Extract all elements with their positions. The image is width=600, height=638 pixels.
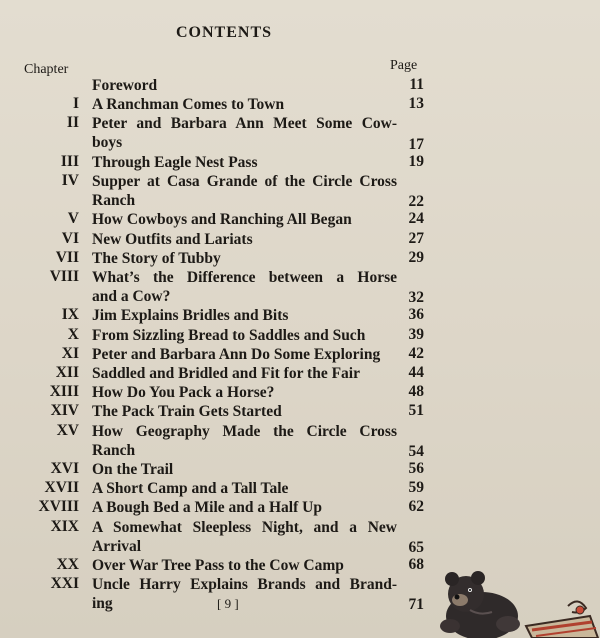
page-number: 29 xyxy=(408,248,424,266)
chapter-title xyxy=(92,460,397,479)
chapter-number: VI xyxy=(61,229,79,247)
chapter-number: XVI xyxy=(50,460,79,477)
chapter-number: XIII xyxy=(49,383,79,401)
page-number: 11 xyxy=(409,76,424,93)
chapter-title xyxy=(92,95,397,114)
chapter-number: I xyxy=(72,95,79,113)
chapter-number: VII xyxy=(55,248,79,266)
chapter-title-line: Supper at Casa Grande of the Circle Cross xyxy=(92,173,397,190)
page-number: 32 xyxy=(408,289,424,307)
chapter-title-line: The Pack Train Gets Started xyxy=(92,403,282,421)
chapter-title-line: How Geography Made the Circle Cross xyxy=(92,422,397,440)
page-number: 56 xyxy=(408,460,424,477)
page-number: 62 xyxy=(408,498,424,516)
chapter-title-line: Foreword xyxy=(92,77,158,94)
chapter-title xyxy=(92,556,397,575)
chapter-number: XIV xyxy=(50,402,79,420)
chapter-title xyxy=(92,364,397,383)
chapter-title xyxy=(92,498,397,517)
chapter-title-line: Ranch xyxy=(92,192,136,209)
page-number: 59 xyxy=(408,479,424,497)
chapter-title-line: ing xyxy=(92,595,113,613)
page-number: 54 xyxy=(408,442,424,460)
page-number: 51 xyxy=(408,402,424,420)
chapter-title-line: and a Cow? xyxy=(92,288,171,305)
chapter-title xyxy=(92,479,397,498)
page-number: 44 xyxy=(408,364,424,381)
page-title: CONTENTS xyxy=(175,24,273,41)
chapter-title-line: Uncle Harry Explains Brands and Brand- xyxy=(92,576,397,594)
chapter-title xyxy=(92,518,397,556)
chapter-title xyxy=(92,230,397,249)
chapter-title xyxy=(92,268,397,306)
chapter-number: IX xyxy=(61,306,79,324)
chapter-title-line: New Outfits and Lariats xyxy=(92,230,253,248)
chapter-number: X xyxy=(67,325,79,343)
page-number: 65 xyxy=(408,538,424,556)
page-number: 27 xyxy=(408,229,424,247)
chapter-title-line: boys xyxy=(92,134,123,152)
chapter-number: VIII xyxy=(49,268,79,285)
chapter-title xyxy=(92,422,397,460)
chapter-title xyxy=(92,575,397,613)
chapter-title-line: A Ranchman Comes to Town xyxy=(92,96,285,114)
chapter-title-line: A Somewhat Sleepless Night, and a New xyxy=(92,518,397,536)
page-column-header: Page xyxy=(390,58,418,73)
chapter-title-line: Peter and Barbara Ann Meet Some Cow- xyxy=(92,115,397,133)
page-number: 42 xyxy=(408,344,424,362)
chapter-number: XV xyxy=(56,421,79,439)
page-number: 24 xyxy=(408,210,424,228)
chapter-number: XVIII xyxy=(38,498,79,516)
chapter-number: II xyxy=(66,114,79,132)
page-number: 13 xyxy=(408,95,424,113)
chapter-title xyxy=(92,210,397,229)
page-number: 36 xyxy=(408,306,424,324)
chapter-title xyxy=(92,76,397,95)
page-number: 39 xyxy=(408,325,424,343)
chapter-title-line: The Story of Tubby xyxy=(92,249,221,267)
chapter-title xyxy=(92,249,397,268)
chapter-number: XXI xyxy=(50,575,79,593)
chapter-title-line: Peter and Barbara Ann Do Some Exploring xyxy=(92,345,381,363)
chapter-title-line: Over War Tree Pass to the Cow Camp xyxy=(92,557,344,574)
chapter-number: V xyxy=(67,210,79,228)
chapter-column-header: Chapter xyxy=(24,62,69,77)
page-number: 48 xyxy=(408,383,424,401)
chapter-number: XVII xyxy=(44,479,79,497)
chapter-title xyxy=(92,345,397,364)
chapter-number: XIX xyxy=(50,517,79,535)
chapter-title xyxy=(92,402,397,421)
chapter-title-line: From Sizzling Bread to Saddles and Such xyxy=(92,326,366,344)
chapter-title-line: Saddled and Bridled and Fit for the Fair xyxy=(92,365,360,382)
chapter-title xyxy=(92,326,397,345)
chapter-title-line: On the Trail xyxy=(92,461,174,478)
chapter-title xyxy=(92,114,397,152)
chapter-title-line: Through Eagle Nest Pass xyxy=(92,153,258,171)
page-folio: [ 9 ] xyxy=(217,596,239,611)
chapter-title xyxy=(92,306,397,325)
chapter-title-line: Jim Explains Bridles and Bits xyxy=(92,307,289,325)
page-number: 19 xyxy=(408,152,424,170)
bear-cub-illustration xyxy=(440,566,600,638)
page-number: 22 xyxy=(408,193,424,211)
chapter-number: XI xyxy=(61,344,79,362)
chapter-title-line: A Short Camp and a Tall Tale xyxy=(92,480,289,498)
chapter-number: IV xyxy=(61,172,79,189)
page-number: 68 xyxy=(408,556,424,573)
chapter-number: XII xyxy=(55,364,79,381)
chapter-number: III xyxy=(60,152,79,170)
chapter-title xyxy=(92,153,397,172)
chapter-title-line: What’s the Difference between a Horse xyxy=(92,269,397,286)
chapter-title xyxy=(92,383,397,402)
chapter-number: XX xyxy=(56,556,79,573)
chapter-title-line: Ranch xyxy=(92,441,136,459)
page-number: 71 xyxy=(408,596,424,614)
chapter-title-line: How Cowboys and Ranching All Began xyxy=(92,211,352,229)
page-number: 17 xyxy=(408,135,424,153)
chapter-title-line: How Do You Pack a Horse? xyxy=(92,384,275,402)
chapter-title-line: Arrival xyxy=(92,537,142,555)
chapter-title xyxy=(92,172,397,210)
chapter-title-line: A Bough Bed a Mile and a Half Up xyxy=(92,499,322,517)
